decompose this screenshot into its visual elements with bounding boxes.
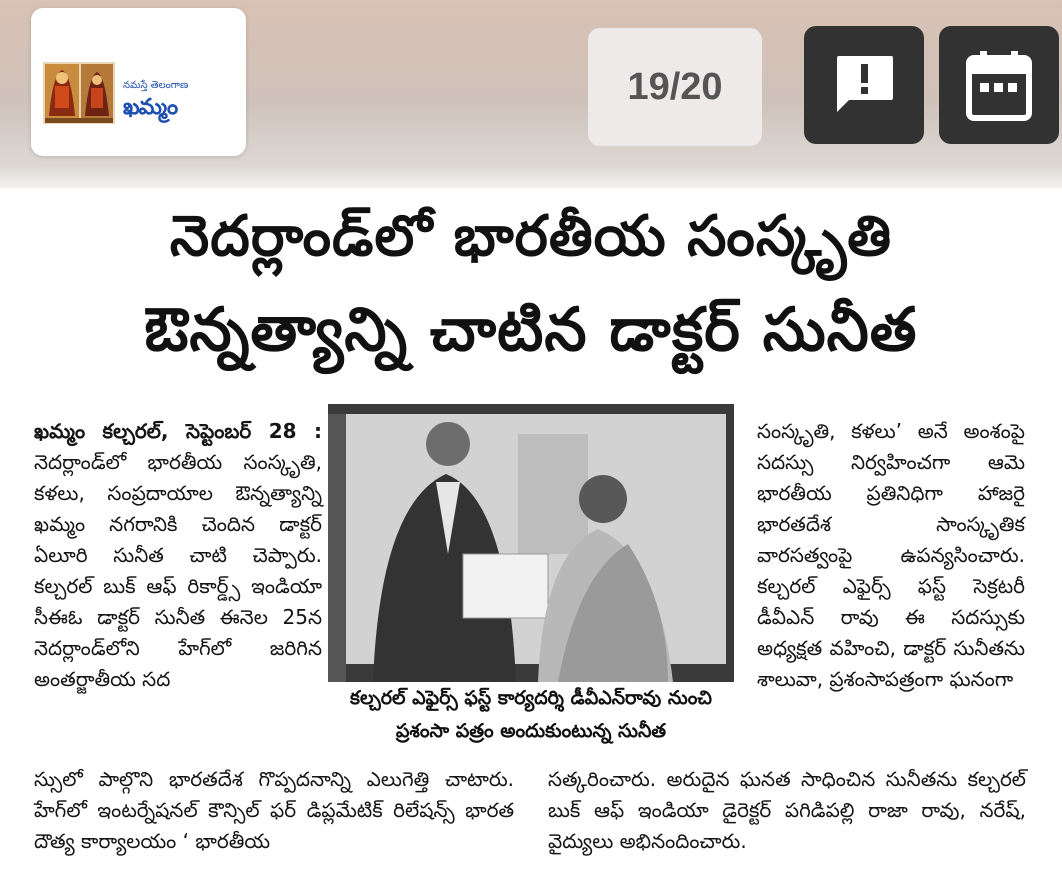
headline-line-1: నెదర్లాండ్‌లో భారతీయ సంస్కృతి	[169, 204, 893, 269]
calendar-icon	[966, 49, 1032, 121]
article-left-column	[34, 416, 322, 695]
top-bar	[0, 0, 1062, 188]
feedback-button[interactable]	[804, 26, 924, 144]
article-right-column: సంస్కృతి, కళలు’ అనే అంశంపై సదస్సు నిర్వహించగా ఆమె భారతీయ ప్రతినిధిగా హాజరై భారతదేశ సాంస్కృతిక వారసత్వంపై ఉపన్యసించారు. కల్చరల్ ఎఫైర్స్ ఫస్ట్ సెక్రటరీ డీవీఎన్ రావు ఈ సదస్సుకు అధ్యక్షత వహించి, డాక్టర్ సునీతను శాలువా, ప్రశంసాపత్రంగా ఘనంగా	[757, 419, 1025, 691]
article-photo	[328, 404, 734, 682]
calendar-button[interactable]	[939, 26, 1059, 144]
article-bottom-left-text: స్సులో పాల్గొని భారతదేశ గొప్పదనాన్ని ఎలుగెత్తి చాటారు. హేగ్‌లో ఇంటర్నేషనల్ కౌన్సిల్ ఫర్ డిప్లమేటిక్ రిలేషన్స్ భారత దౌత్య కార్యాలయం ‘ భారతీయ	[34, 767, 514, 853]
page-counter: 19/20	[588, 28, 762, 146]
photo-caption: కల్చరల్ ఎఫైర్స్ ఫస్ట్ కార్యదర్శి డీవీఎన్‌రావు నుంచి ప్రశంసా పత్రం అందుకుంటున్న సునీత	[350, 687, 712, 742]
edition-logo[interactable]	[31, 8, 246, 156]
headline-line-2: ఔన్నత్యాన్ని చాటిన డాక్టర్ సునీత	[144, 295, 918, 365]
logo-tagline: నమస్తే తెలంగాణ	[123, 80, 189, 91]
article-bottom-right-text: సత్కరించారు. అరుదైన ఘనత సాధించిన సునీతను కల్చరల్ బుక్ ఆఫ్ ఇండియా డైరెక్టర్ పగిడిపల్లి రాజా రావు, నరేష్, వైద్యులు అభినందించారు.	[548, 767, 1026, 853]
feedback-icon	[829, 50, 899, 120]
logo-edition-name: ఖమ్మం	[123, 95, 178, 120]
left-column-text: నెదర్లాండ్‌లో భారతీయ సంస్కృతి, కళలు, సంప్రదాయాల ఔన్నత్యాన్ని ఖమ్మం నగరానికి చెందిన డాక్టర్ ఏలూరి సునీత చాటి చెప్పారు. కల్చరల్ బుక్ ఆఫ్ రికార్డ్స్ ఇండియా సీఈఓ డాక్టర్ సునీత ఈనెల 25న నెదర్లాండ్‌లోని హేగ్‌లో జరిగిన అంతర్జాతీయ సద	[34, 450, 322, 691]
logo-deity-image	[43, 56, 115, 128]
dateline: ఖమ్మం కల్చరల్, సెప్టెంబర్ 28 :	[34, 419, 322, 443]
photo-award-ceremony-image	[328, 404, 734, 682]
